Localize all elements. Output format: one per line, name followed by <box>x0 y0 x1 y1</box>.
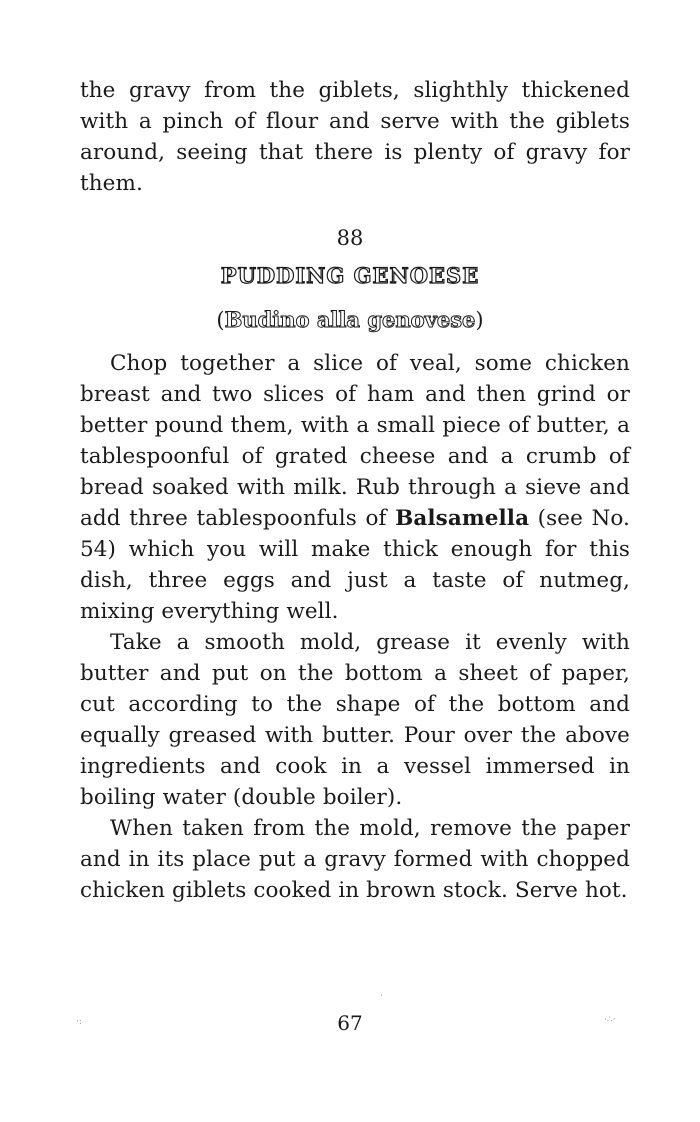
scan-speck-right: ·∴· <box>604 1015 616 1025</box>
paragraph-1-before: Chop together a slice of veal, some chicken breast and two slices of ham and then grind or better pound them, with a small piece of butter, a tablespoonful of grated cheese and a crumb of bread soaked with milk. Rub through a sieve and add three tablespoonfuls of <box>80 351 630 531</box>
subtitle-italian-name: Budino alla genovese <box>224 307 476 332</box>
scan-speck-center: · <box>380 991 383 1001</box>
intro-paragraph <box>80 75 630 199</box>
balsamella-reference: Balsamella <box>395 506 530 531</box>
intro-text: the gravy from the giblets, slighthly thickened with a pinch of flour and serve with the giblets around, seeing that there is plenty of gravy for them. <box>80 78 630 196</box>
subtitle-close-paren: ) <box>475 308 484 332</box>
page-number: 67 <box>337 1011 363 1035</box>
recipe-paragraph-2: Take a smooth mold, grease it evenly with butter and put on the bottom a sheet of paper, cut according to the shape of the bottom and equally greased with butter. Pour over the above ingredients and cook in a vessel immersed in boiling water (double boiler). <box>80 630 630 810</box>
recipe-paragraph-3: When taken from the mold, remove the paper and in its place put a gravy formed with chopped chicken giblets cooked in brown stock. Serve hot. <box>80 816 630 903</box>
subtitle-open-paren: ( <box>216 308 225 332</box>
recipe-title: PUDDING GENOESE <box>220 263 480 288</box>
recipe-number: 88 <box>336 226 364 250</box>
recipe-subtitle <box>0 306 700 334</box>
recipe-paragraph-1 <box>80 348 630 627</box>
paragraph-1-after: (see No. 54) which you will make thick enough for this dish, three eggs and just a taste of nutmeg, mixing everything well. <box>80 506 630 624</box>
scan-speck-left: ·: <box>76 1017 82 1027</box>
recipe-body <box>80 348 630 906</box>
